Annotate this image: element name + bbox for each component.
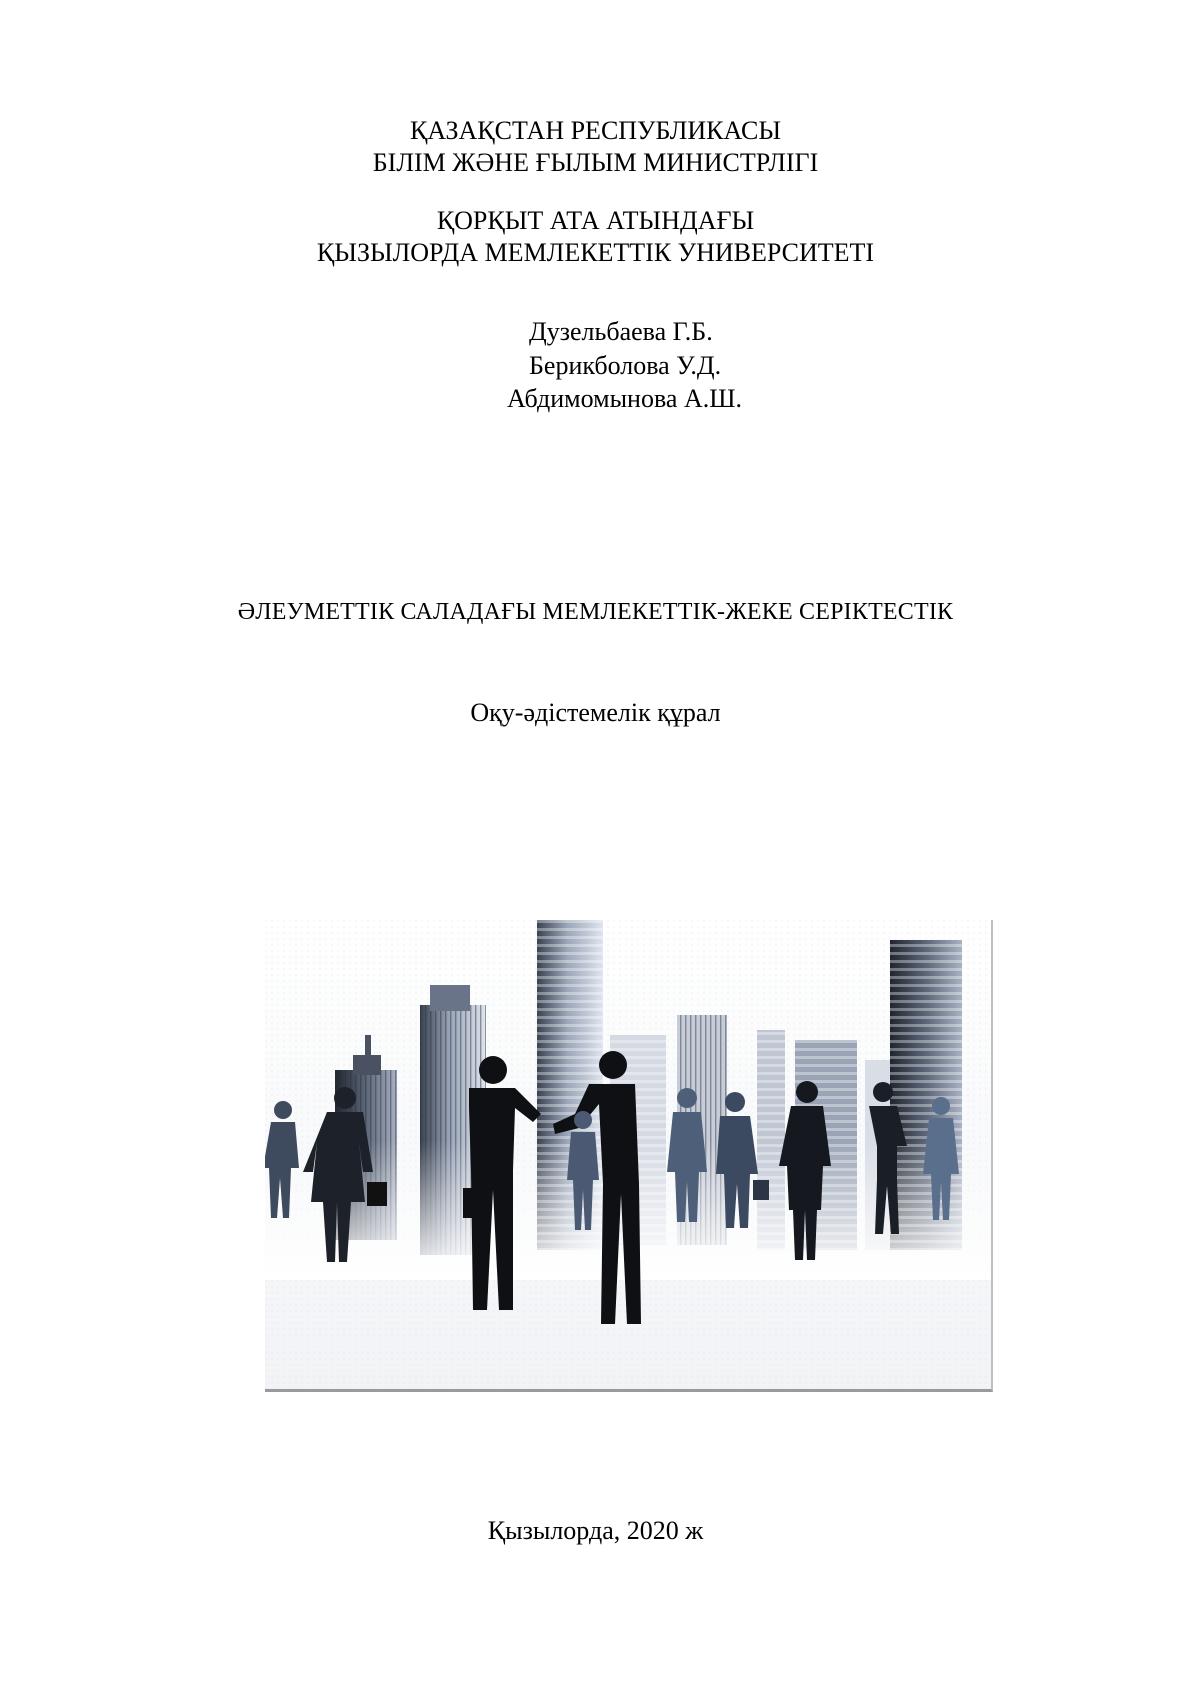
author-1: Дузельбаева Г.Б. [529,317,713,346]
cover-illustration-svg [265,920,993,1392]
book-subtitle: Оқу-әдістемелік құрал [470,698,721,727]
ministry-line-2: БІЛІМ ЖӘНЕ ҒЫЛЫМ МИНИСТРЛІГІ [372,148,819,177]
author-3: Абдимомынова А.Ш. [507,384,742,413]
university-line-1: ҚОРҚЫТ АТА АТЫНДАҒЫ [436,206,755,235]
cover-illustration-city-business-people [265,920,993,1392]
book-title: ӘЛЕУМЕТТІК САЛАДАҒЫ МЕМЛЕКЕТТІК-ЖЕКЕ СЕРІКТЕСТІК [237,599,954,625]
author-2: Берикболова У.Д. [529,351,722,380]
place-and-year: Қызылорда, 2020 ж [487,1516,704,1545]
university-line-2: ҚЫЗЫЛОРДА МЕМЛЕКЕТТІК УНИВЕРСИТЕТІ [316,238,875,267]
ministry-line-1: ҚАЗАҚСТАН РЕСПУБЛИКАСЫ [410,116,781,145]
